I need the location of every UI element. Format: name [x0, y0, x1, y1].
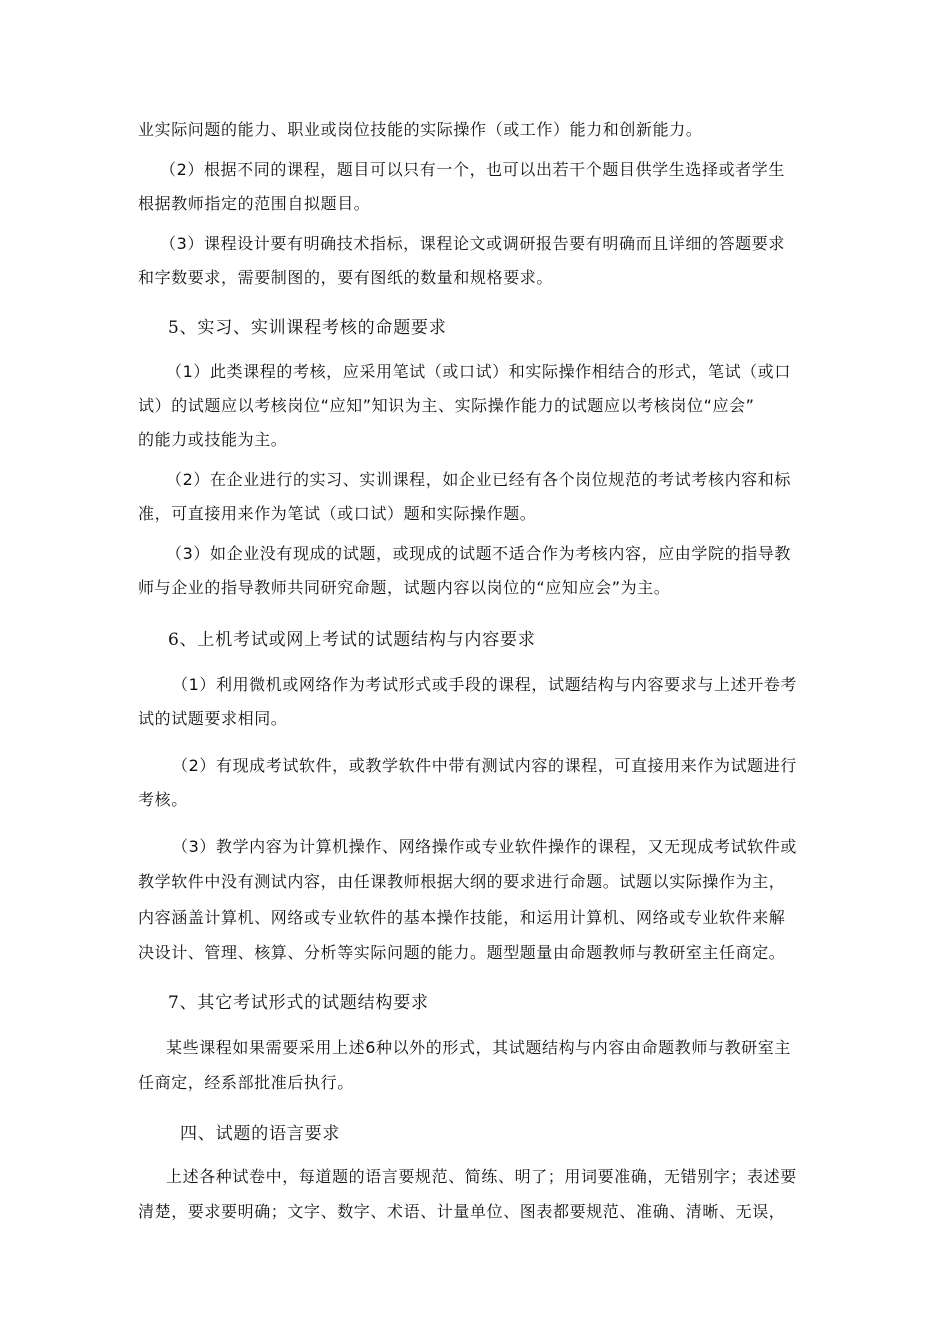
paragraph-line: 上述各种试卷中，每道题的语言要规范、简练、明了；用词要准确，无错别字；表述要 — [166, 1167, 797, 1186]
paragraph-line: （3）教学内容为计算机操作、网络操作或专业软件操作的课程，又无现成考试软件或 — [172, 837, 797, 856]
paragraph-line: 的能力或技能为主。 — [138, 430, 288, 449]
section-heading: 四、试题的语言要求 — [180, 1124, 341, 1144]
paragraph-line: 决设计、管理、核算、分析等实际问题的能力。题型题量由命题教师与教研室主任商定。 — [138, 943, 786, 962]
paragraph-line: （2）有现成考试软件，或教学软件中带有测试内容的课程，可直接用来作为试题进行 — [172, 756, 797, 775]
section-heading: 5、实习、实训课程考核的命题要求 — [168, 318, 447, 338]
paragraph-line: 准，可直接用来作为笔试（或口试）题和实际操作题。 — [138, 504, 537, 523]
paragraph-line: 根据教师指定的范围自拟题目。 — [138, 194, 371, 213]
paragraph-line: （2）根据不同的课程，题目可以只有一个，也可以出若干个题目供学生选择或者学生 — [160, 160, 785, 179]
paragraph-line: 清楚，要求要明确；文字、数字、术语、计量单位、图表都要规范、准确、清晰、无误， — [138, 1202, 786, 1221]
paragraph-line: （2）在企业进行的实习、实训课程，如企业已经有各个岗位规范的考试考核内容和标 — [166, 470, 791, 489]
paragraph-line: 试）的试题应以考核岗位“应知”知识为主、实际操作能力的试题应以考核岗位“应会” — [138, 396, 755, 415]
paragraph-line: （1）此类课程的考核，应采用笔试（或口试）和实际操作相结合的形式，笔试（或口 — [166, 362, 791, 381]
paragraph-line: 和字数要求，需要制图的，要有图纸的数量和规格要求。 — [138, 268, 554, 287]
paragraph-line: （3）课程设计要有明确技术指标，课程论文或调研报告要有明确而且详细的答题要求 — [160, 234, 785, 253]
paragraph-line: 业实际问题的能力、职业或岗位技能的实际操作（或工作）能力和创新能力。 — [138, 120, 703, 139]
paragraph-line: 考核。 — [138, 790, 188, 809]
section-heading: 7、其它考试形式的试题结构要求 — [168, 993, 429, 1013]
paragraph-line: 内容涵盖计算机、网络或专业软件的基本操作技能，和运用计算机、网络或专业软件来解 — [138, 908, 786, 927]
paragraph-line: 教学软件中没有测试内容，由任课教师根据大纲的要求进行命题。试题以实际操作为主， — [138, 872, 786, 891]
paragraph-line: 某些课程如果需要采用上述6种以外的形式，其试题结构与内容由命题教师与教研室主 — [166, 1038, 791, 1057]
section-heading: 6、上机考试或网上考试的试题结构与内容要求 — [168, 630, 536, 650]
paragraph-line: （1）利用微机或网络作为考试形式或手段的课程，试题结构与内容要求与上述开卷考 — [172, 675, 797, 694]
paragraph-line: （3）如企业没有现成的试题，或现成的试题不适合作为考核内容，应由学院的指导教 — [166, 544, 791, 563]
paragraph-line: 师与企业的指导教师共同研究命题，试题内容以岗位的“应知应会”为主。 — [138, 578, 671, 597]
paragraph-line: 试的试题要求相同。 — [138, 709, 288, 728]
paragraph-line: 任商定，经系部批准后执行。 — [138, 1073, 354, 1092]
